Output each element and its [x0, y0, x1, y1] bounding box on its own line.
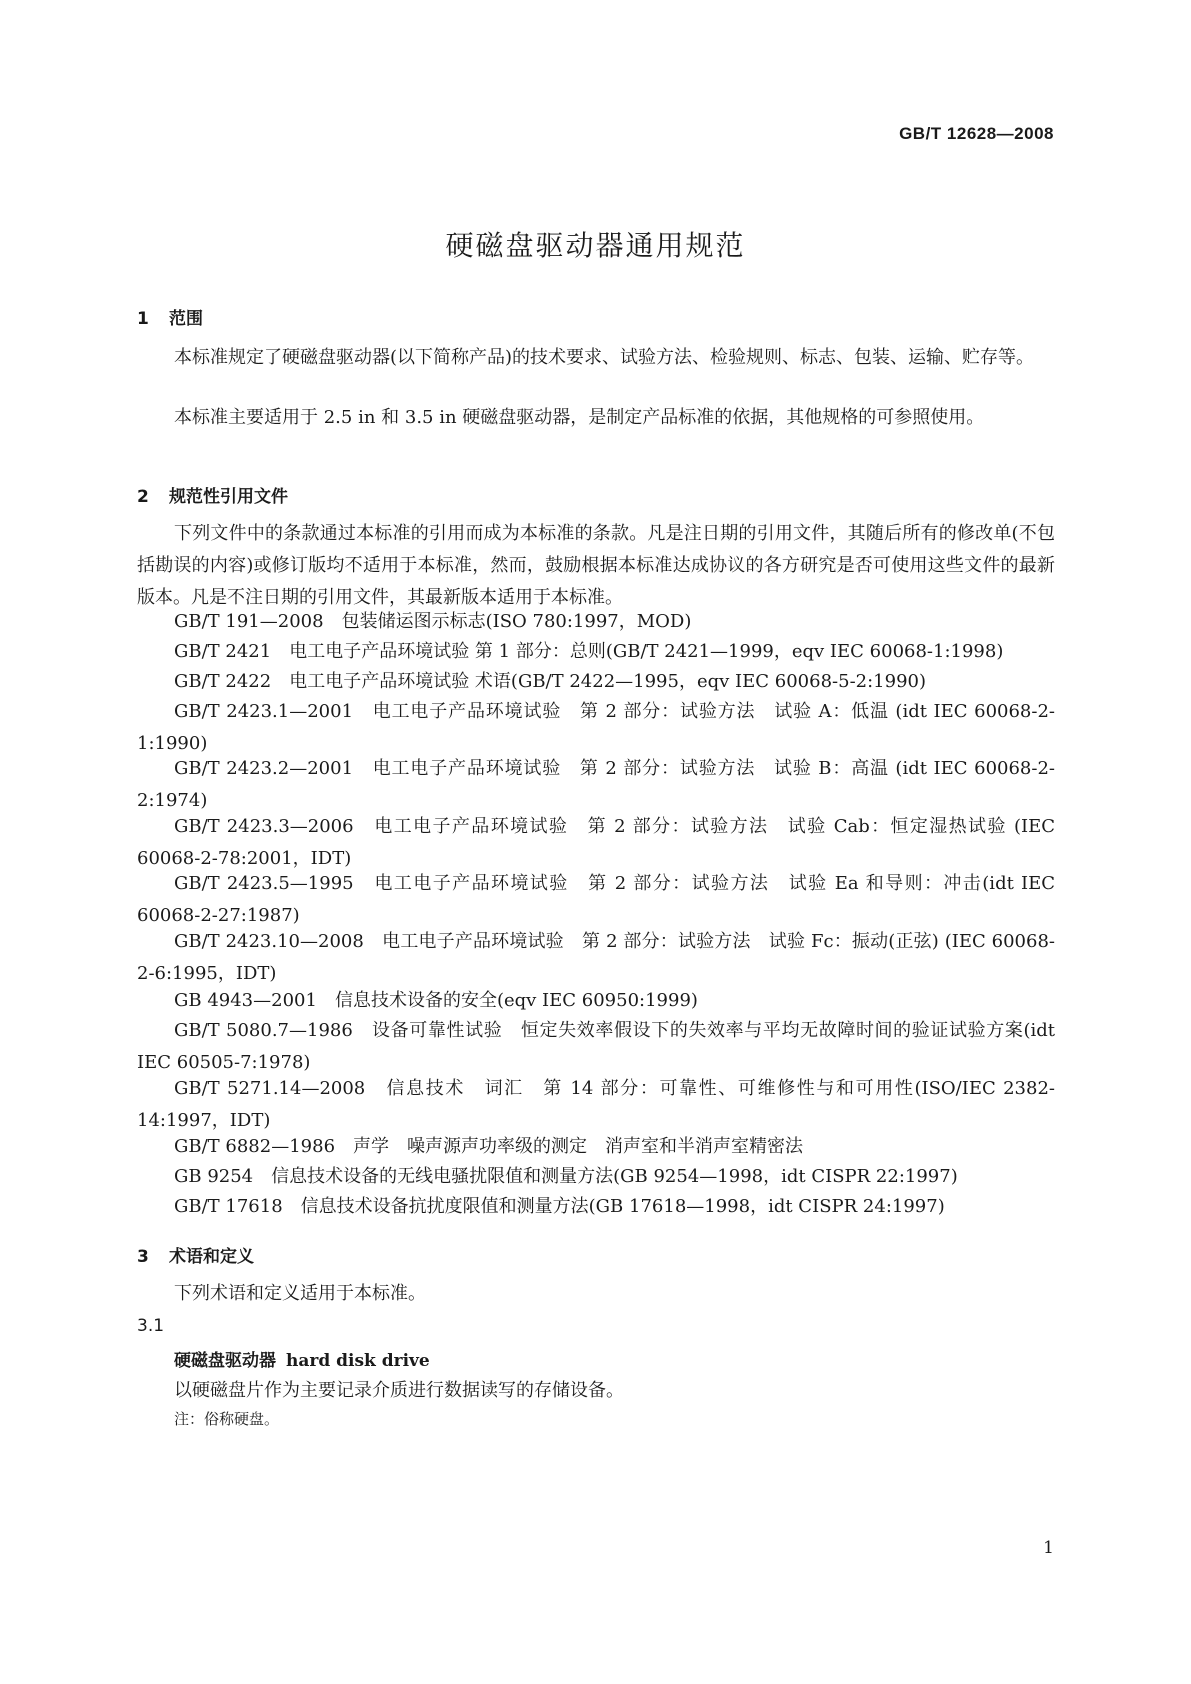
term-chinese: 硬磁盘驱动器 — [174, 1351, 276, 1371]
reference-item: GB/T 2423.5—1995 电工电子产品环境试验 第 2 部分：试验方法 试验 Ea 和导则：冲击(idt IEC 60068-2-27:1987) — [137, 873, 1055, 926]
section-number: 2 — [137, 487, 149, 507]
section-1-paragraph-1: 本标准规定了硬磁盘驱动器(以下简称产品)的技术要求、试验方法、检验规则、标志、包装、运输、贮存等。 — [174, 347, 1035, 368]
section-number: 3 — [137, 1247, 149, 1267]
reference-item: GB/T 5271.14—2008 信息技术 词汇 第 14 部分：可靠性、可维修性与和可用性(ISO/IEC 2382-14:1997，IDT) — [137, 1078, 1055, 1131]
reference-item: GB/T 191—2008 包装储运图示标志(ISO 780:1997，MOD) — [174, 611, 692, 632]
section-2-heading — [137, 482, 288, 507]
section-1-paragraph-2: 本标准主要适用于 2.5 in 和 3.5 in 硬磁盘驱动器，是制定产品标准的依据，其他规格的可参照使用。 — [174, 407, 985, 428]
reference-item: GB/T 2423.1—2001 电工电子产品环境试验 第 2 部分：试验方法 试验 A：低温 (idt IEC 60068-2-1:1990) — [137, 701, 1055, 754]
section-3-intro: 下列术语和定义适用于本标准。 — [174, 1283, 426, 1304]
term-english: hard disk drive — [286, 1351, 430, 1371]
reference-item: GB 4943—2001 信息技术设备的安全(eqv IEC 60950:1999) — [174, 990, 698, 1011]
term-definition: 以硬磁盘片作为主要记录介质进行数据读写的存储设备。 — [174, 1380, 624, 1401]
page-number: 1 — [1043, 1538, 1054, 1558]
reference-item: GB/T 6882—1986 声学 噪声源声功率级的测定 消声室和半消声室精密法 — [174, 1136, 804, 1157]
section-2-intro: 下列文件中的条款通过本标准的引用而成为本标准的条款。凡是注日期的引用文件，其随后所有的修改单(不包括勘误的内容)或修订版均不适用于本标准，然而，鼓励根据本标准达成协议的各方研究是否可使用这些文件的最新版本。凡是不注日期的引用文件，其最新版本适用于本标准。 — [137, 523, 1055, 608]
reference-item: GB/T 5080.7—1986 设备可靠性试验 恒定失效率假设下的失效率与平均无故障时间的验证试验方案(idt IEC 60505-7:1978) — [137, 1020, 1055, 1073]
reference-item: GB/T 2423.3—2006 电工电子产品环境试验 第 2 部分：试验方法 试验 Cab：恒定湿热试验 (IEC 60068-2-78:2001，IDT) — [137, 816, 1055, 869]
reference-item: GB/T 2423.2—2001 电工电子产品环境试验 第 2 部分：试验方法 试验 B：高温 (idt IEC 60068-2-2:1974) — [137, 758, 1055, 811]
clause-number: 3.1 — [137, 1316, 165, 1336]
section-title: 规范性引用文件 — [169, 487, 288, 507]
section-title: 术语和定义 — [169, 1247, 254, 1267]
section-number: 1 — [137, 309, 149, 329]
reference-item: GB/T 2422 电工电子产品环境试验 术语(GB/T 2422—1995，eqv IEC 60068-5-2:1990) — [174, 671, 926, 692]
reference-item: GB 9254 信息技术设备的无线电骚扰限值和测量方法(GB 9254—1998，idt CISPR 22:1997) — [174, 1166, 958, 1187]
reference-item: GB/T 2423.10—2008 电工电子产品环境试验 第 2 部分：试验方法 试验 Fc：振动(正弦) (IEC 60068-2-6:1995，IDT) — [137, 931, 1055, 984]
reference-item: GB/T 17618 信息技术设备抗扰度限值和测量方法(GB 17618—1998，idt CISPR 24:1997) — [174, 1196, 945, 1217]
section-title: 范围 — [169, 309, 203, 329]
section-3-heading — [137, 1242, 254, 1267]
reference-item: GB/T 2421 电工电子产品环境试验 第 1 部分：总则(GB/T 2421—1999，eqv IEC 60068-1:1998) — [174, 641, 1004, 662]
section-1-heading — [137, 304, 203, 329]
term-entry — [174, 1346, 430, 1371]
document-title: 硬磁盘驱动器通用规范 — [445, 229, 746, 262]
term-note: 注：俗称硬盘。 — [174, 1410, 280, 1428]
standard-id: GB/T 12628—2008 — [899, 124, 1054, 143]
